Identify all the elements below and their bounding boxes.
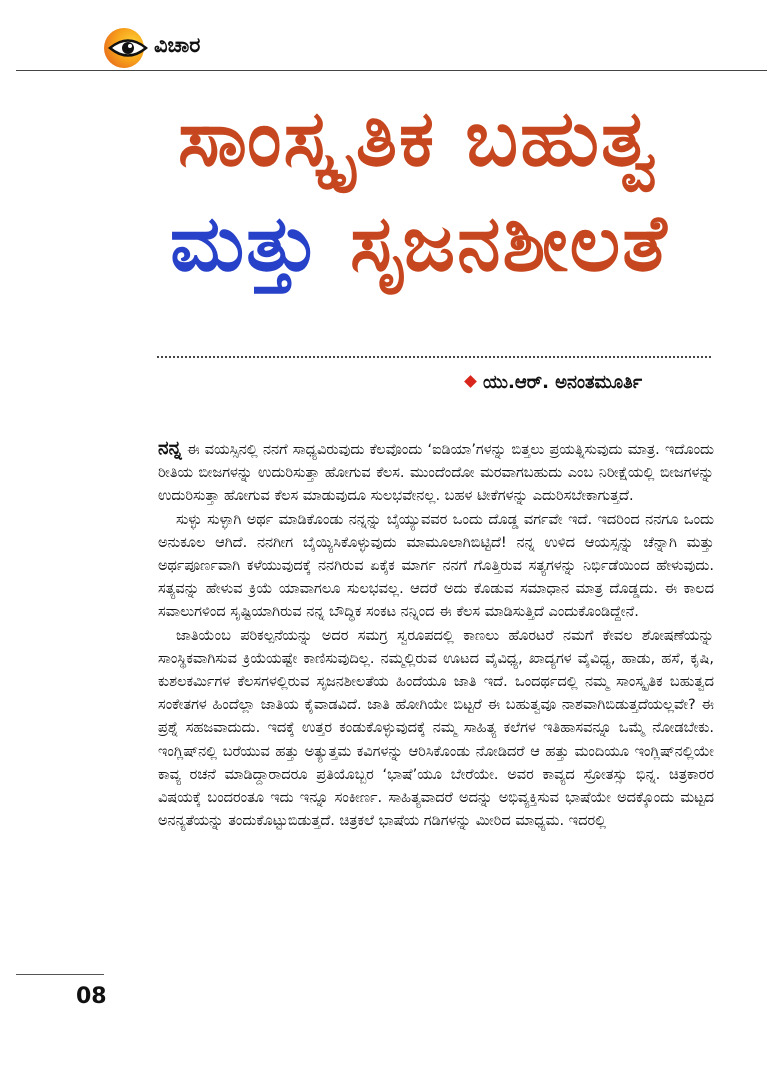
article-paragraph-3: ಜಾತಿಯೆಂಬ ಪರಿಕಲ್ಪನೆಯನ್ನು ಅದರ ಸಮಗ್ರ ಸ್ವರೂಪದಲ್ಲಿ ಕಾಣಲು ಹೊರಟರೆ ನಮಗೆ ಕೇವಲ ಶೋಷಣೆಯನ್ನು ಸಾಂಸ್ಥಿಕವಾಗಿಸುವ ಕ್ರಿಯೆಯಷ್ಟೇ ಕಾಣಿಸುವುದಿಲ್ಲ. ನಮ್ಮಲ್ಲಿರುವ ಊಟದ ವೈವಿಧ್ಯ, ಖಾದ್ಯಗಳ ವೈವಿಧ್ಯ, ಹಾಡು, ಹಸೆ, ಕೃಷಿ, ಕುಶಲಕರ್ಮಿಗಳ ಕೆಲಸಗಳಲ್ಲಿರುವ ಸೃಜನಶೀಲತೆಯ ಹಿಂದೆಯೂ ಜಾತಿ ಇದೆ. ಒಂದರ್ಥದಲ್ಲಿ ನಮ್ಮ ಸಾಂಸ್ಕೃತಿಕ ಬಹುತ್ವದ ಸಂಕೇತಗಳ ಹಿಂದೆಲ್ಲಾ ಜಾತಿಯ ಕೈವಾಡವಿದೆ. ಜಾತಿ ಹೋಗಿಯೇ ಬಿಟ್ಟರೆ ಈ ಬಹುತ್ವವೂ ನಾಶವಾಗಿಬಿಡುತ್ತದೆಯಲ್ಲವೇ? ಈ ಪ್ರಶ್ನೆ ಸಹಜವಾದುದು. ಇದಕ್ಕೆ ಉತ್ತರ ಕಂಡುಕೊಳ್ಳುವುದಕ್ಕೆ ನಮ್ಮ ಸಾಹಿತ್ಯ ಕಲೆಗಳ ಇತಿಹಾಸವನ್ನೂ ಒಮ್ಮೆ ನೋಡಬೇಕು. ಇಂಗ್ಲಿಷ್‌ನಲ್ಲಿ ಬರೆಯುವ ಹತ್ತು ಅತ್ಯುತ್ತಮ ಕವಿಗಳನ್ನು ಆರಿಸಿಕೊಂಡು ನೋಡಿದರೆ ಆ ಹತ್ತು ಮಂದಿಯೂ ಇಂಗ್ಲಿಷ್‌ನಲ್ಲಿಯೇ ಕಾವ್ಯ ರಚನೆ ಮಾಡಿದ್ದಾರಾದರೂ ಪ್ರತಿಯೊಬ್ಬರ ‘ಭಾಷೆ’ಯೂ ಬೇರೆಯೇ. ಅವರ ಕಾವ್ಯದ ಸ್ರೋತಸ್ಸು ಭಿನ್ನ. ಚಿತ್ರಕಾರರ ವಿಷಯಕ್ಕೆ ಬಂದರಂತೂ ಇದು ಇನ್ನೂ ಸಂಕೀರ್ಣ. ಸಾಹಿತ್ಯವಾದರೆ ಅದನ್ನು ಅಭಿವ್ಯಕ್ತಿಸುವ ಭಾಷೆಯೇ ಅದಕ್ಕೊಂದು ಮಟ್ಟದ ಅನನ್ಯತೆಯನ್ನು ತಂದುಕೊಟ್ಟುಬಿಡುತ್ತದೆ. ಚಿತ್ರಕಲೆ ಭಾಷೆಯ ಗಡಿಗಳನ್ನು ಮೀರಿದ ಮಾಧ್ಯಮ. ಇದರಲ್ಲಿ [158,627,714,830]
section-label: ವಿಚಾರ [154,33,201,57]
article-body [158,437,714,833]
section-logo [104,28,150,68]
author-byline [466,372,642,393]
page-header [0,0,767,80]
author-name: ಯು.ಆರ್. ಅನಂತಮೂರ್ತಿ [483,372,643,393]
article-title-subject: ಸೃಜನಶೀಲತೆ [350,199,669,289]
eye-icon [108,37,148,59]
article-title-conjunction: ಮತ್ತು [170,199,321,289]
lead-word: ನನ್ನ [158,437,182,459]
title-divider [157,356,711,358]
diamond-bullet-icon [464,375,477,388]
footer-divider [16,974,104,975]
page-number: 08 [76,984,107,1009]
article-title-line-2 [170,199,750,289]
article-title-line-1: ಸಾಂಸ್ಕೃತಿಕ ಬಹುತ್ವ [178,94,659,184]
header-divider [16,70,767,71]
article-paragraph-2: ಸುಳ್ಳು ಸುಳ್ಳಾಗಿ ಅರ್ಥ ಮಾಡಿಕೊಂಡು ನನ್ನನ್ನು ಬೈಯ್ಯುವವರ ಒಂದು ದೊಡ್ಡ ವರ್ಗವೇ ಇದೆ. ಇದರಿಂದ ನನಗೂ ಒಂದು ಅನುಕೂಲ ಆಗಿದೆ. ನನಗೀಗ ಬೈಯ್ಯಿಸಿಕೊಳ್ಳುವುದು ಮಾಮೂಲಾಗಿಬಿಟ್ಟಿದೆ! ನನ್ನ ಉಳಿದ ಆಯಸ್ಸನ್ನು ಚೆನ್ನಾಗಿ ಮತ್ತು ಅರ್ಥಪೂರ್ಣವಾಗಿ ಕಳೆಯುವುದಕ್ಕೆ ನನಗಿರುವ ಏಕೈಕ ಮಾರ್ಗ ನನಗೆ ಗೊತ್ತಿರುವ ಸತ್ಯಗಳನ್ನು ನಿರ್ಭಿಡೆಯಿಂದ ಹೇಳುವುದು. ಸತ್ಯವನ್ನು ಹೇಳುವ ಕ್ರಿಯೆ ಯಾವಾಗಲೂ ಸುಲಭವಲ್ಲ. ಆದರೆ ಅದು ಕೊಡುವ ಸಮಾಧಾನ ಮಾತ್ರ ದೊಡ್ಡದು. ಈ ಕಾಲದ ಸವಾಲುಗಳಿಂದ ಸೃಷ್ಟಿಯಾಗಿರುವ ನನ್ನ ಬೌದ್ಧಿಕ ಸಂಕಟ ನನ್ನಿಂದ ಈ ಕೆಲಸ ಮಾಡಿಸುತ್ತಿದೆ ಎಂದುಕೊಂಡಿದ್ದೇನೆ. [158,511,714,621]
paragraph-text: ಈ ವಯಸ್ಸಿನಲ್ಲಿ ನನಗೆ ಸಾಧ್ಯವಿರುವುದು ಕೆಲವೊಂದು ‘ಐಡಿಯಾ’ಗಳನ್ನು ಬಿತ್ತಲು ಪ್ರಯತ್ನಿಸುವುದು ಮಾತ್ರ. ಇದೊಂದು ರೀತಿಯ ಬೀಜಗಳನ್ನು ಉದುರಿಸುತ್ತಾ ಹೋಗುವ ಕೆಲಸ. ಮುಂದೆಂದೋ ಮರವಾಗಬಹುದು ಎಂಬ ನಿರೀಕ್ಷೆಯಲ್ಲಿ ಬೀಜಗಳನ್ನು ಉದುರಿಸುತ್ತಾ ಹೋಗುವ ಕೆಲಸ ಮಾಡುವುದೂ ಸುಲಭವೇನಲ್ಲ. ಬಹಳ ಟೀಕೆಗಳನ್ನು ಎದುರಿಸಬೇಕಾಗುತ್ತದೆ. [158,442,714,505]
article-paragraph-1 [158,437,714,509]
